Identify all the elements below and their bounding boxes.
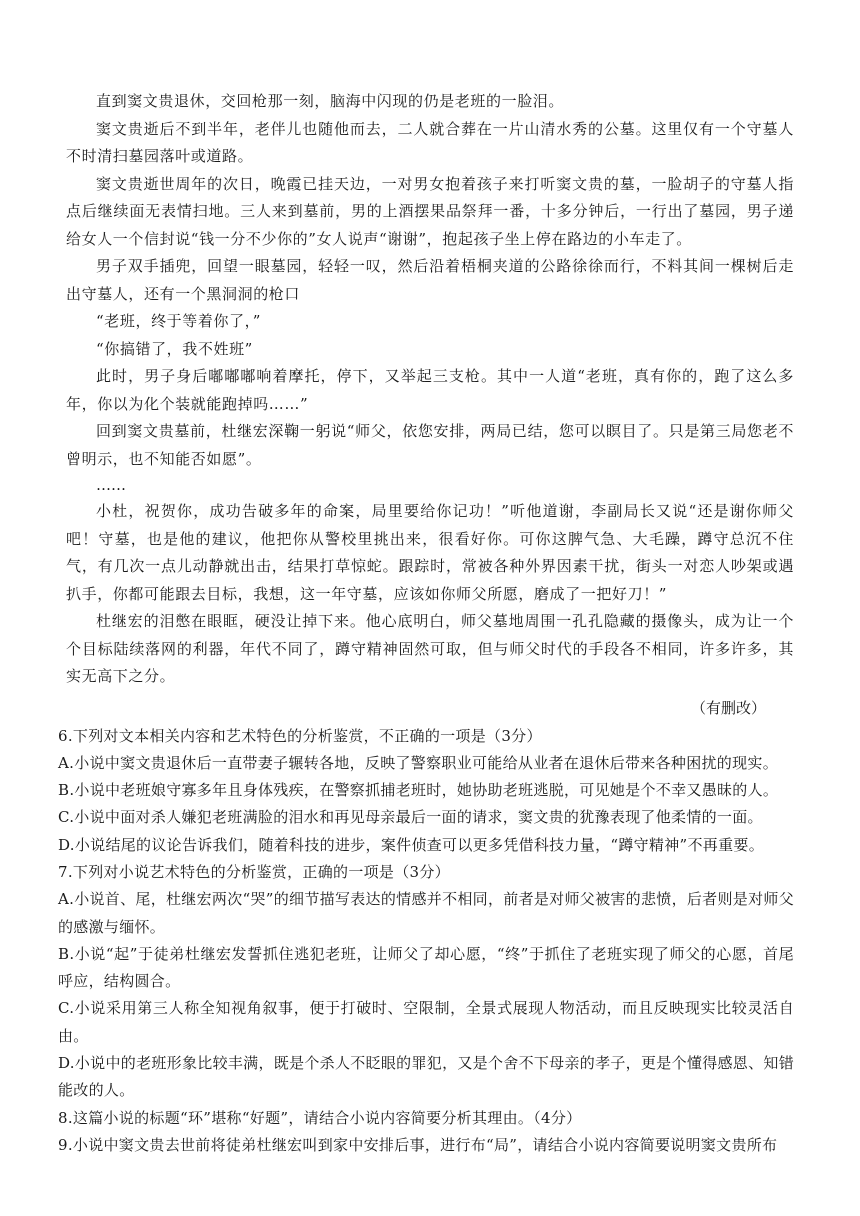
story-paragraph: 杜继宏的泪憋在眼眶，硬没让掉下来。他心底明白，师父墓地周围一孔孔隐藏的摄像头，成为让一个个目标陆续落网的利器，年代不同了，蹲守精神固然可取，但与师父时代的手段各不相同，许多许多，其实无高下之分。 [66,612,794,685]
question-stem: 8.这篇小说的标题“环”堪称“好题”，请结合小说内容简要分析其理由。（4分） [58,1108,582,1127]
question-list [58,723,794,1160]
question-option: B.小说中老班娘守寡多年且身体残疾，在警察抓捕老班时，她协助老班逃脱，可见她是个不幸又愚昧的人。 [58,781,779,800]
story-dialogue: “你搞错了，我不姓班” [96,339,253,358]
question-option: D.小说结尾的议论告诉我们，随着科技的进步，案件侦查可以更多凭借科技力量，“蹲守精神”不再重要。 [58,835,765,854]
question-option: D.小说中的老班形象比较丰满，既是个杀人不眨眼的罪犯，又是个舍不下母亲的孝子，更是个懂得感恩、知错能改的人。 [58,1054,794,1100]
question-option: C.小说采用第三人称全知视角叙事，便于打破时、空限制，全景式展现人物活动，而且反映现实比较灵活自由。 [58,999,794,1045]
story-paragraph: 男子双手插兜，回望一眼墓园，轻轻一叹，然后沿着梧桐夹道的公路徐徐而行，不料其间一棵树后走出守墓人，还有一个黑洞洞的枪口 [66,257,794,303]
story-paragraph: 此时，男子身后嘟嘟嘟响着摩托，停下，又举起三支枪。其中一人道“老班，真有你的，跑了这么多年，你以为化个装就能跑掉吗……” [66,367,794,413]
story-paragraph: 小杜，祝贺你，成功告破多年的命案，局里要给你记功！”听他道谢，李副局长又说“还是谢你师父吧！守墓，也是他的建议，他把你从警校里挑出来，很看好你。可你这脾气急、大毛躁，蹲守总沉不住气，有几次一点儿动静就出击，结果打草惊蛇。跟踪时，常被各种外界因素干扰，街头一对恋人吵架或遇扒手，你都可能跟去目标，我想，这一年守墓，应该如你师父所愿，磨成了一把好刀！” [66,502,794,603]
story-paragraph: 直到窦文贵退休，交回枪那一刻，脑海中闪现的仍是老班的一脸泪。 [96,92,565,110]
question-stem: 6.下列对文本相关内容和艺术特色的分析鉴赏，不正确的一项是（3分） [58,726,542,745]
story-excerpt [66,88,794,691]
question-option: A.小说首、尾，杜继宏两次“哭”的细节描写表达的情感并不相同，前者是对师父被害的悲愤，后者则是对师父的感激与缅怀。 [58,890,794,936]
question-option: C.小说中面对杀人嫌犯老班满脸的泪水和再见母亲最后一面的请求，窦文贵的犹豫表现了他柔情的一面。 [58,808,763,827]
question-stem: 7.下列对小说艺术特色的分析鉴赏，正确的一项是（3分） [58,862,450,881]
document-page [58,88,794,1159]
story-paragraph: 窦文贵逝世周年的次日，晚霞已挂天边，一对男女抱着孩子来打听窦文贵的墓，一脸胡子的守墓人指点后继续面无表情扫地。三人来到墓前，男的上酒摆果品祭拜一番，十多分钟后，一行出了墓园，男子递给女人一个信封说“钱一分不少你的”女人说声“谢谢”，抱起孩子坐上停在路边的小车走了。 [66,174,794,248]
story-paragraph: 回到窦文贵墓前，杜继宏深鞠一躬说“师父，依您安排，两局已结，您可以瞑目了。只是第三局您老不曾明示，也不知能否如愿”。 [66,422,794,468]
story-ellipsis: …… [96,476,126,494]
story-paragraph: 窦文贵逝后不到半年，老伴儿也随他而去，二人就合葬在一片山清水秀的公墓。这里仅有一个守墓人不时清扫墓园落叶或道路。 [66,119,794,165]
question-option: A.小说中窦文贵退休后一直带妻子辗转各地，反映了警察职业可能给从业者在退休后带来各种困扰的现实。 [58,753,779,772]
question-option: B.小说“起”于徒弟杜继宏发誓抓住逃犯老班，让师父了却心愿，“终”于抓住了老班实现了师父的心愿，首尾呼应，结构圆合。 [58,944,794,991]
story-dialogue: “老班，终于等着你了，” [96,312,262,330]
question-stem: 9.小说中窦文贵去世前将徒弟杜继宏叫到家中安排后事，进行布“局”，请结合小说内容简要说明窦文贵所布 [58,1135,778,1154]
source-note: （有删改） [690,698,766,717]
